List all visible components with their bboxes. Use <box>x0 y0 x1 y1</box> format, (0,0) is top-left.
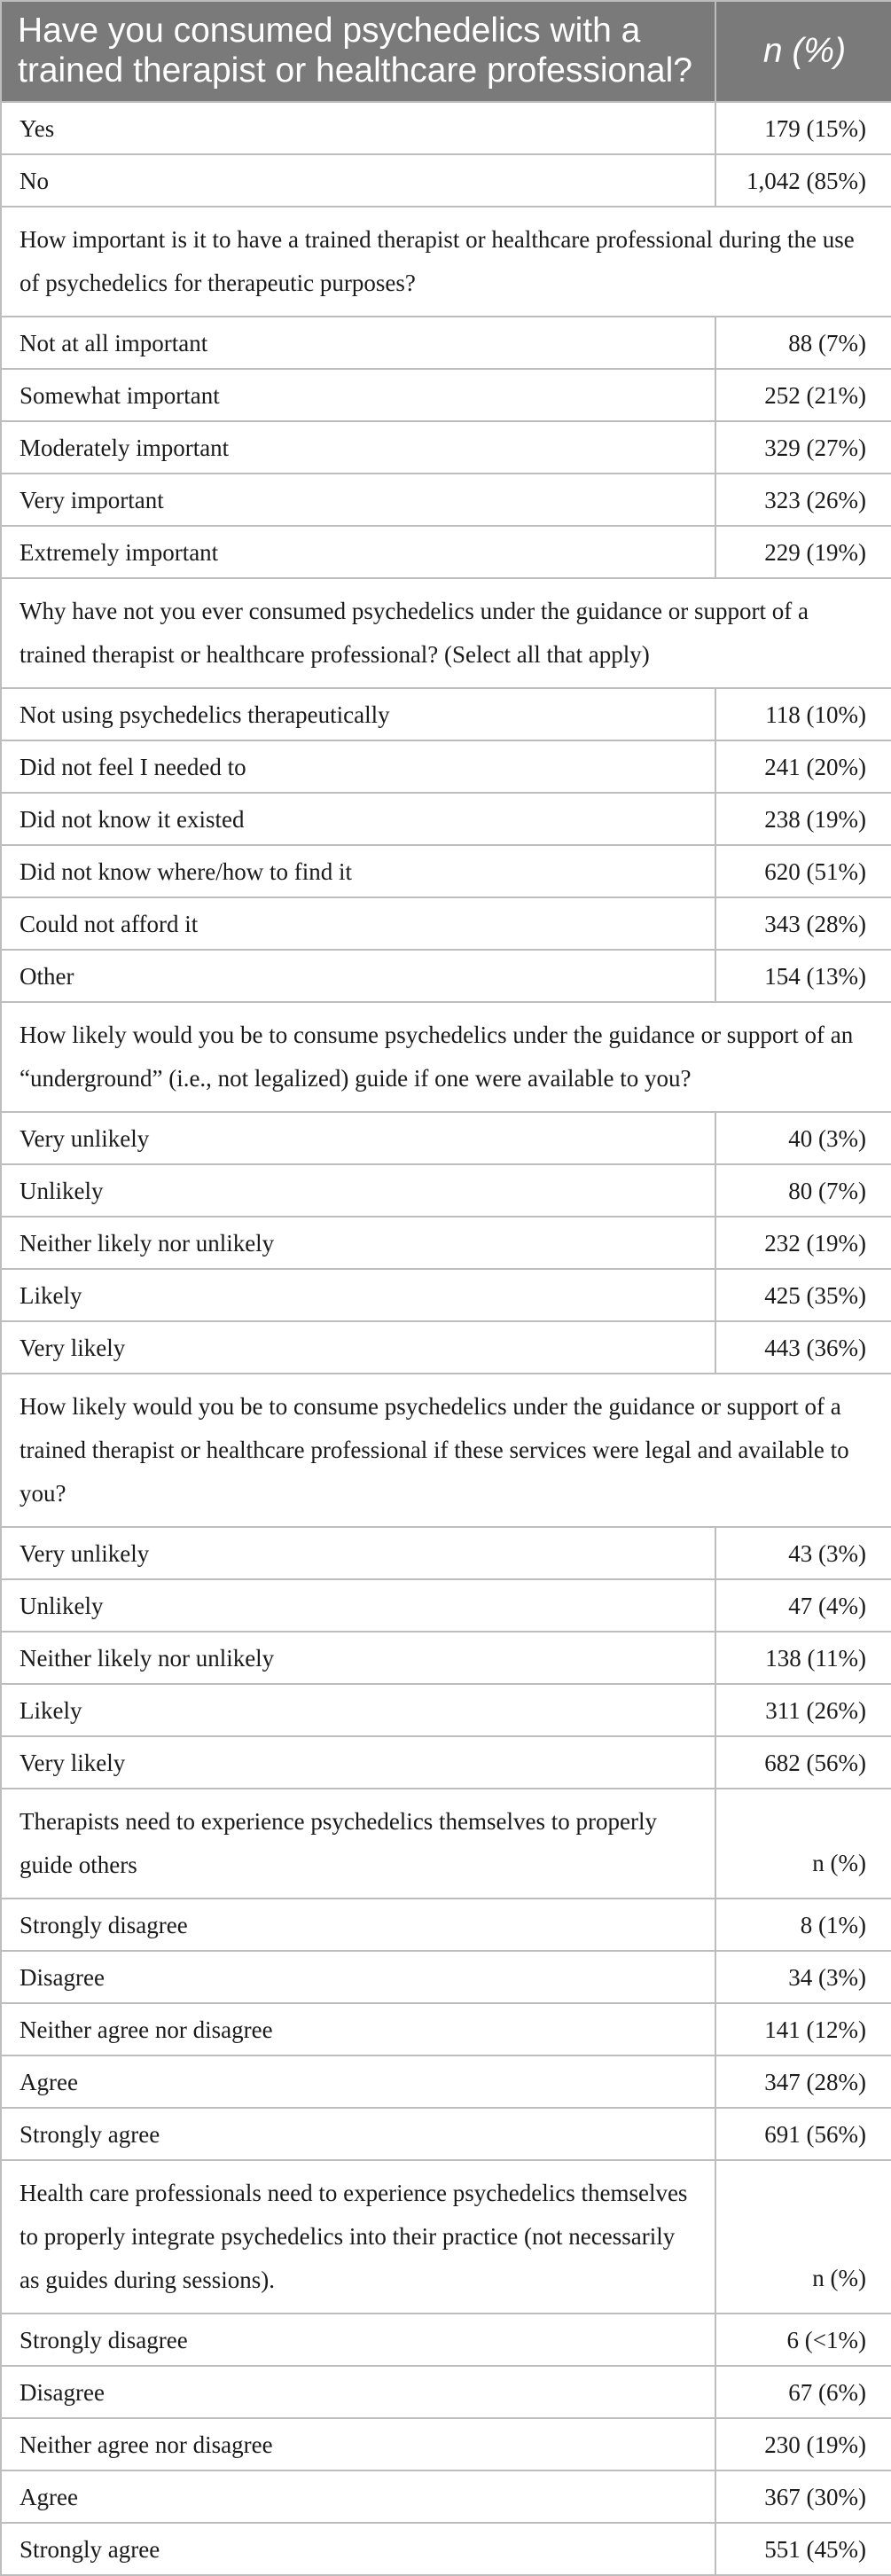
response-value: 691 (56%) <box>715 2108 891 2160</box>
question-row <box>1 1002 891 1112</box>
table-row <box>1 1579 891 1632</box>
response-value: 1,042 (85%) <box>715 154 891 207</box>
response-label: Very likely <box>1 1736 715 1789</box>
response-label: Not using psychedelics therapeutically <box>1 688 715 740</box>
response-value: 138 (11%) <box>715 1632 891 1684</box>
response-value: 40 (3%) <box>715 1112 891 1164</box>
response-value: 154 (13%) <box>715 950 891 1002</box>
response-label: Somewhat important <box>1 369 715 421</box>
response-value: 343 (28%) <box>715 897 891 950</box>
table-row <box>1 1899 891 1951</box>
table-header <box>1 1 891 102</box>
response-value: 551 (45%) <box>715 2523 891 2575</box>
response-label: Strongly agree <box>1 2108 715 2160</box>
table-row <box>1 688 891 740</box>
response-label: Strongly disagree <box>1 1899 715 1951</box>
response-label: Could not afford it <box>1 897 715 950</box>
response-label: Did not know where/how to find it <box>1 845 715 897</box>
response-label: Did not feel I needed to <box>1 740 715 793</box>
response-label: Neither agree nor disagree <box>1 2418 715 2470</box>
question-text: How important is it to have a trained therapist or healthcare professional during the use of psychedelics for therapeutic purposes? <box>1 207 891 317</box>
table-row <box>1 897 891 950</box>
response-value: 43 (3%) <box>715 1527 891 1579</box>
table-row <box>1 421 891 474</box>
question-row <box>1 1789 891 1899</box>
response-label: Extremely important <box>1 526 715 578</box>
response-label: Very likely <box>1 1321 715 1374</box>
response-label: Yes <box>1 102 715 154</box>
table-row <box>1 317 891 369</box>
response-label: Disagree <box>1 1951 715 2003</box>
response-value: 47 (4%) <box>715 1579 891 1632</box>
response-label: Very unlikely <box>1 1527 715 1579</box>
response-value: 179 (15%) <box>715 102 891 154</box>
table-row <box>1 1269 891 1321</box>
table-row <box>1 2523 891 2575</box>
response-label: Moderately important <box>1 421 715 474</box>
response-value: 88 (7%) <box>715 317 891 369</box>
response-value: 311 (26%) <box>715 1684 891 1736</box>
table-row <box>1 1684 891 1736</box>
table-row <box>1 2314 891 2366</box>
table-row <box>1 740 891 793</box>
table-row <box>1 2470 891 2523</box>
table-row <box>1 2003 891 2055</box>
header-question: Have you consumed psychedelics with a trained therapist or healthcare professional? <box>1 1 715 102</box>
question-text: How likely would you be to consume psychedelics under the guidance or support of a trained therapist or healthcare professional if these services were legal and available to you? <box>1 1374 891 1527</box>
response-value: 232 (19%) <box>715 1217 891 1269</box>
response-value: 329 (27%) <box>715 421 891 474</box>
table-row <box>1 474 891 526</box>
response-label: Strongly agree <box>1 2523 715 2575</box>
response-label: Neither agree nor disagree <box>1 2003 715 2055</box>
response-value: 367 (30%) <box>715 2470 891 2523</box>
response-label: Unlikely <box>1 1579 715 1632</box>
response-value: 34 (3%) <box>715 1951 891 2003</box>
response-value: 323 (26%) <box>715 474 891 526</box>
question-text: Why have not you ever consumed psychedelics under the guidance or support of a trained therapist or healthcare professional? (Select all that apply) <box>1 578 891 688</box>
table-row <box>1 2055 891 2108</box>
header-value-label: n (%) <box>715 1 891 102</box>
question-text: How likely would you be to consume psychedelics under the guidance or support of an “underground” (i.e., not legalized) guide if one were available to you? <box>1 1002 891 1112</box>
response-value: 682 (56%) <box>715 1736 891 1789</box>
question-value-label: n (%) <box>715 1789 891 1899</box>
table-row <box>1 154 891 207</box>
response-value: 230 (19%) <box>715 2418 891 2470</box>
table-row <box>1 1321 891 1374</box>
table-row <box>1 526 891 578</box>
response-label: Agree <box>1 2055 715 2108</box>
response-label: Likely <box>1 1269 715 1321</box>
table-row <box>1 1164 891 1217</box>
response-value: 347 (28%) <box>715 2055 891 2108</box>
question-row <box>1 2160 891 2314</box>
response-value: 8 (1%) <box>715 1899 891 1951</box>
table-row <box>1 845 891 897</box>
header-row <box>1 1 891 102</box>
response-label: Strongly disagree <box>1 2314 715 2366</box>
response-label: No <box>1 154 715 207</box>
table-row <box>1 1951 891 2003</box>
response-value: 229 (19%) <box>715 526 891 578</box>
response-label: Did not know it existed <box>1 793 715 845</box>
response-label: Other <box>1 950 715 1002</box>
response-label: Neither likely nor unlikely <box>1 1632 715 1684</box>
question-text: Health care professionals need to experience psychedelics themselves to properly integrate psychedelics into their practice (not necessarily as guides during sessions). <box>1 2160 715 2314</box>
table-row <box>1 1527 891 1579</box>
response-label: Not at all important <box>1 317 715 369</box>
response-label: Very important <box>1 474 715 526</box>
table-row <box>1 1217 891 1269</box>
response-value: 241 (20%) <box>715 740 891 793</box>
response-label: Agree <box>1 2470 715 2523</box>
response-label: Disagree <box>1 2366 715 2418</box>
response-value: 141 (12%) <box>715 2003 891 2055</box>
table-row <box>1 793 891 845</box>
response-value: 620 (51%) <box>715 845 891 897</box>
table-row <box>1 1112 891 1164</box>
question-row <box>1 207 891 317</box>
response-label: Neither likely nor unlikely <box>1 1217 715 1269</box>
response-value: 443 (36%) <box>715 1321 891 1374</box>
question-row <box>1 1374 891 1527</box>
question-value-label: n (%) <box>715 2160 891 2314</box>
response-label: Very unlikely <box>1 1112 715 1164</box>
question-text: Therapists need to experience psychedelics themselves to properly guide others <box>1 1789 715 1899</box>
table-row <box>1 2108 891 2160</box>
response-label: Unlikely <box>1 1164 715 1217</box>
response-value: 80 (7%) <box>715 1164 891 1217</box>
table-row <box>1 102 891 154</box>
table-body <box>1 102 891 2575</box>
response-value: 238 (19%) <box>715 793 891 845</box>
table-row <box>1 2366 891 2418</box>
table-row <box>1 369 891 421</box>
response-value: 252 (21%) <box>715 369 891 421</box>
table-row <box>1 950 891 1002</box>
response-value: 67 (6%) <box>715 2366 891 2418</box>
response-value: 118 (10%) <box>715 688 891 740</box>
response-label: Likely <box>1 1684 715 1736</box>
table-row <box>1 1632 891 1684</box>
response-value: 425 (35%) <box>715 1269 891 1321</box>
table-row <box>1 2418 891 2470</box>
question-row <box>1 578 891 688</box>
response-value: 6 (<1%) <box>715 2314 891 2366</box>
table-row <box>1 1736 891 1789</box>
